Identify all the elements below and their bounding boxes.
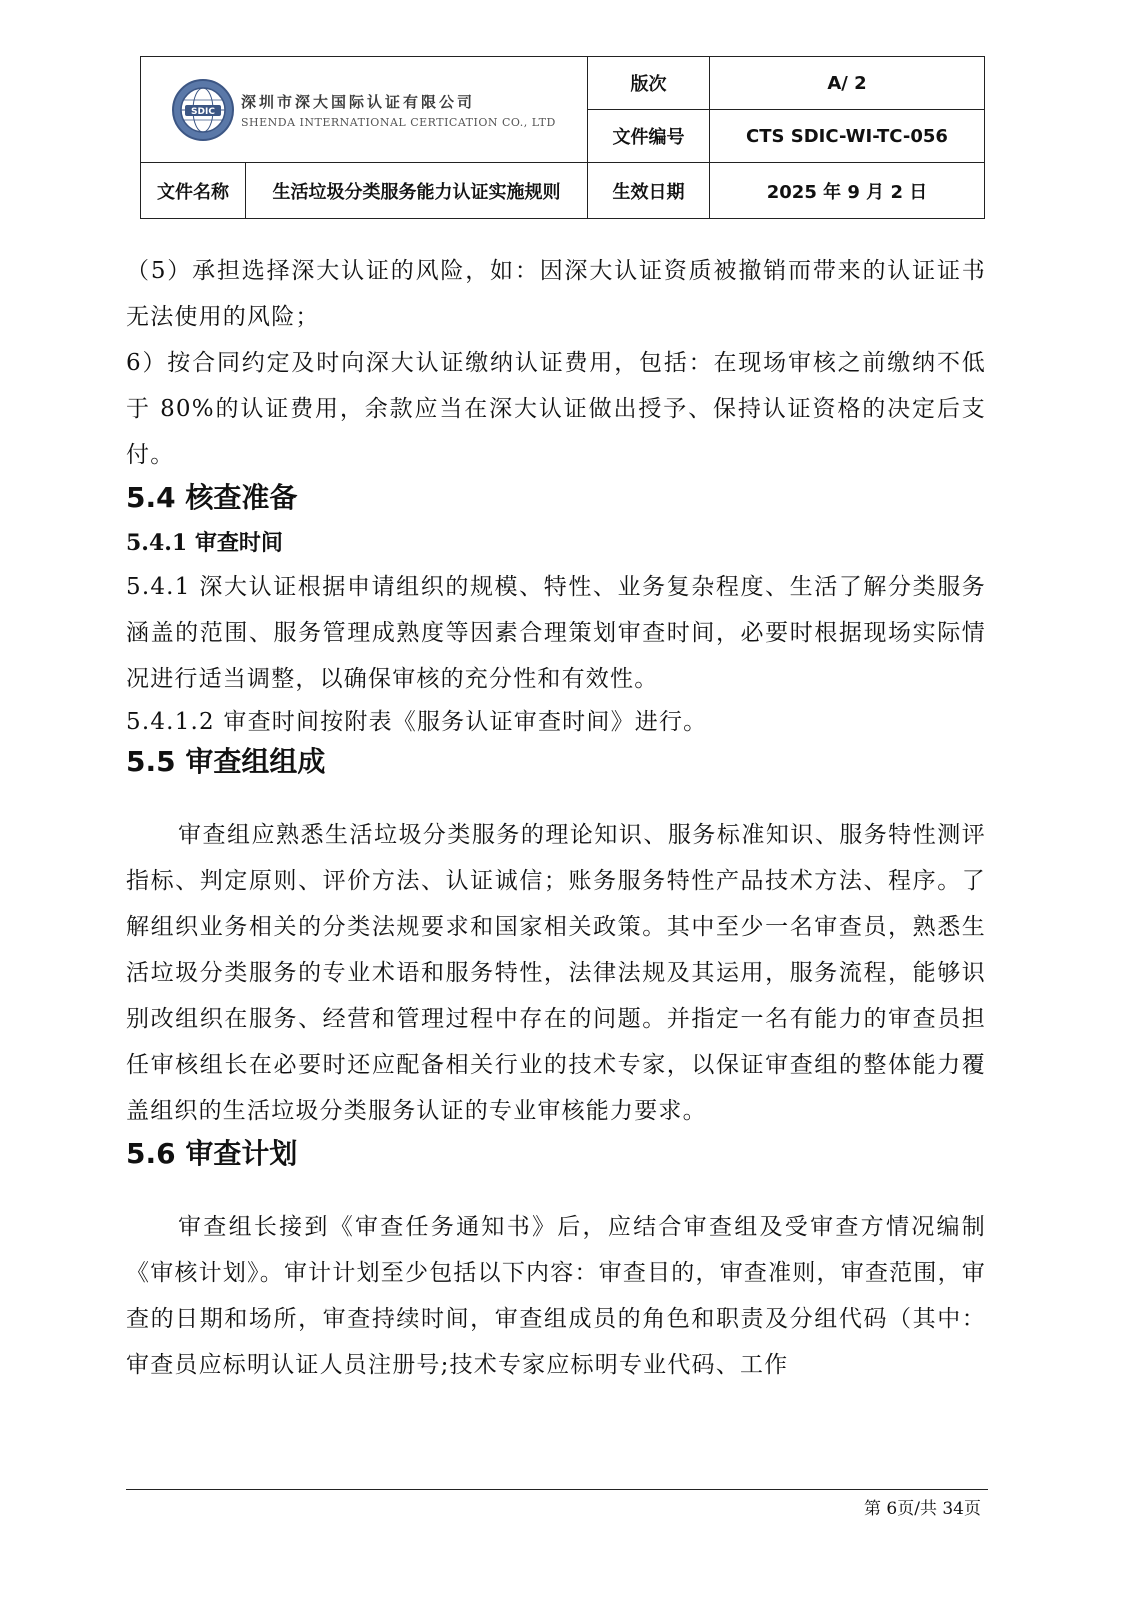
paragraph-fees: 6）按合同约定及时向深大认证缴纳认证费用，包括：在现场审核之前缴纳不低于 80%的认证费用，余款应当在深大认证做出授予、保持认证资格的决定后支付。 <box>126 350 986 468</box>
logo-text: SDIC <box>191 106 215 117</box>
page-number: 第 6页/共 34页 <box>864 1499 981 1519</box>
footer-divider <box>126 1489 988 1490</box>
company-name-en: SHENDA INTERNATIONAL CERTICATION CO., LTD <box>241 115 556 129</box>
heading-5-4: 5.4 核查准备 <box>126 481 298 514</box>
heading-5-6: 5.6 审查计划 <box>126 1137 298 1170</box>
doc-number-value: CTS SDIC-WI-TC-056 <box>710 110 985 163</box>
heading-5-4-1: 5.4.1 审查时间 <box>126 530 283 556</box>
effective-date-value: 2025 年 9 月 2 日 <box>710 163 985 219</box>
paragraph-risk: （5）承担选择深大认证的风险，如：因深大认证资质被撤销而带来的认证证书无法使用的风险； <box>126 258 986 330</box>
doc-name-label: 文件名称 <box>141 163 246 219</box>
company-logo-icon <box>171 78 235 142</box>
paragraph-audit-team: 审查组应熟悉生活垃圾分类服务的理论知识、服务标准知识、服务特性测评指标、判定原则、评价方法、认证诚信；账务服务特性产品技术方法、程序。了解组织业务相关的分类法规要求和国家相关政策。其中至少一名审查员，熟悉生活垃圾分类服务的专业术语和服务特性，法律法规及其运用，服务流程，能够识别改组织在服务、经营和管理过程中存在的问题。并指定一名有能力的审查员担任审核组长在必要时还应配备相关行业的技术专家，以保证审查组的整体能力覆盖组织的生活垃圾分类服务认证的专业审核能力要求。 <box>126 822 986 1124</box>
version-label: 版次 <box>588 57 710 110</box>
paragraph-audit-plan: 审查组长接到《审查任务通知书》后，应结合审查组及受审查方情况编制《审核计划》。审计计划至少包括以下内容：审查目的，审查准则，审查范围，审查的日期和场所，审查持续时间，审查组成员的角色和职责及分组代码（其中：审查员应标明认证人员注册号;技术专家应标明专业代码、工作 <box>126 1214 986 1378</box>
company-name-cn: 深圳市深大国际认证有限公司 <box>241 92 476 111</box>
heading-5-5: 5.5 审查组组成 <box>126 745 326 778</box>
doc-number-label: 文件编号 <box>588 110 710 163</box>
document-body <box>126 248 986 1388</box>
document-header-table <box>140 56 985 219</box>
effective-date-label: 生效日期 <box>588 163 710 219</box>
doc-name-value: 生活垃圾分类服务能力认证实施规则 <box>246 163 588 219</box>
paragraph-audit-time-table: 5.4.1.2 审查时间按附表《服务认证审查时间》进行。 <box>126 709 708 735</box>
company-logo-cell <box>141 57 588 163</box>
version-value: A/ 2 <box>710 57 985 110</box>
paragraph-audit-time: 5.4.1 深大认证根据申请组织的规模、特性、业务复杂程度、生活了解分类服务涵盖的范围、服务管理成熟度等因素合理策划审查时间，必要时根据现场实际情况进行适当调整，以确保审核的充分性和有效性。 <box>126 574 986 692</box>
